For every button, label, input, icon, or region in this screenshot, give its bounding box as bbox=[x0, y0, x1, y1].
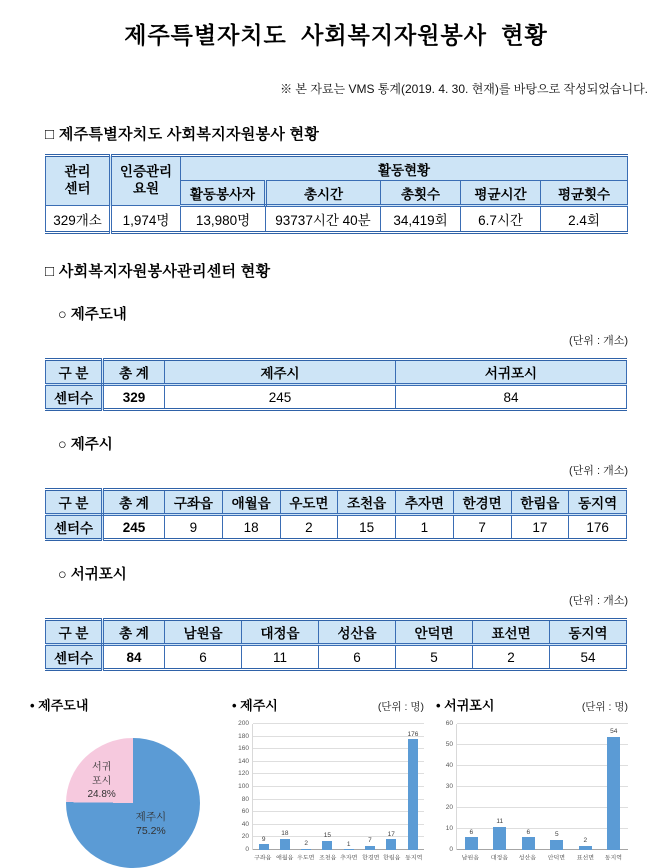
column-header: 조천읍 bbox=[338, 490, 396, 515]
column-header: 남원읍 bbox=[165, 620, 242, 645]
y-axis: 200 180 160 140 120 100 80 60 40 20 0 bbox=[238, 720, 249, 853]
pie bbox=[66, 738, 200, 868]
bar-value-label: 2 bbox=[304, 840, 308, 848]
bar-value-label: 6 bbox=[526, 828, 531, 836]
header-cert-agent-line2: 요원 bbox=[132, 181, 160, 196]
column-header: 성산읍 bbox=[319, 620, 396, 645]
seogwipo-chart-title: • 서귀포시 bbox=[436, 698, 495, 713]
category-labels bbox=[456, 853, 628, 863]
pie-slice-label bbox=[136, 810, 166, 838]
unit-label-jeju-city: (단위 : 개소) bbox=[569, 465, 628, 477]
header-cert-agent bbox=[111, 156, 181, 206]
bar bbox=[408, 739, 418, 850]
bar-value-label: 15 bbox=[323, 832, 332, 840]
bar-value-label: 7 bbox=[368, 837, 372, 845]
column-header: 동지역 bbox=[550, 620, 627, 645]
pie-label-line: 제주시 bbox=[135, 810, 167, 823]
table-row bbox=[46, 645, 627, 670]
row-label: 센터수 bbox=[46, 515, 103, 540]
column-header: 우도면 bbox=[280, 490, 338, 515]
column-header: 서귀포시 bbox=[396, 360, 627, 385]
header-mgmt-center-line1: 관리 bbox=[64, 164, 91, 180]
summary-data-row bbox=[46, 206, 628, 233]
jeju-island-table bbox=[45, 358, 627, 411]
column-header: 안덕면 bbox=[396, 620, 473, 645]
section-heading-summary: □ 제주특별자치도 사회복지자원봉사 현황 bbox=[45, 126, 320, 143]
column-header: 애월읍 bbox=[222, 490, 280, 515]
table-cell: 5 bbox=[396, 645, 473, 670]
charts-row bbox=[30, 695, 672, 868]
subheading-seogwipo: ○ 서귀포시 bbox=[58, 567, 127, 583]
table-cell: 17 bbox=[511, 515, 569, 540]
table-cell: 329 bbox=[103, 385, 165, 410]
table-cell: 6 bbox=[165, 645, 242, 670]
category-label: 동지역 bbox=[605, 855, 623, 862]
table-cell: 18 bbox=[222, 515, 280, 540]
unit-label-jeju-island: (단위 : 개소) bbox=[569, 335, 628, 347]
jeju-city-table bbox=[45, 488, 627, 541]
column-header: 구 분 bbox=[46, 620, 103, 645]
bar-value-label: 6 bbox=[469, 828, 474, 836]
table-cell: 245 bbox=[165, 385, 396, 410]
cell-volunteers: 13,980명 bbox=[181, 206, 266, 233]
category-label: 추자면 bbox=[340, 855, 358, 862]
row-label: 센터수 bbox=[46, 645, 103, 670]
pie-label-line: 24.8% bbox=[87, 789, 116, 801]
table-row bbox=[46, 385, 627, 410]
bar-slot bbox=[493, 724, 506, 850]
bar bbox=[301, 849, 311, 850]
table-cell: 9 bbox=[165, 515, 223, 540]
table-cell: 7 bbox=[453, 515, 511, 540]
y-axis: 60 50 40 30 20 10 0 bbox=[445, 720, 453, 853]
column-header: 표선면 bbox=[473, 620, 550, 645]
bar-value-label: 1 bbox=[346, 840, 351, 848]
table-row bbox=[46, 515, 627, 540]
column-header: 제주시 bbox=[165, 360, 396, 385]
jeju-city-bar-chart bbox=[232, 720, 424, 863]
bar-value-label: 5 bbox=[554, 831, 559, 838]
bar-slot bbox=[522, 724, 535, 850]
pie-slice-label bbox=[87, 761, 115, 802]
bar-chart-plot-area bbox=[436, 720, 628, 853]
pie-chart-block bbox=[30, 695, 220, 868]
y-axis-spacer bbox=[436, 853, 456, 863]
table-cell: 176 bbox=[569, 515, 627, 540]
plot-area bbox=[456, 724, 628, 850]
category-label: 안덕면 bbox=[547, 855, 565, 862]
column-header: 구좌읍 bbox=[165, 490, 223, 515]
bar-slot bbox=[322, 724, 332, 850]
bar-chart-plot-area bbox=[232, 720, 424, 853]
bar bbox=[280, 839, 290, 850]
bar bbox=[322, 841, 332, 850]
column-header: 한경면 bbox=[453, 490, 511, 515]
x-axis bbox=[232, 853, 424, 863]
jeju-city-chart-title: • 제주시 bbox=[232, 698, 278, 713]
category-label: 동지역 bbox=[404, 855, 422, 862]
summary-table bbox=[45, 154, 628, 234]
table-cell: 1 bbox=[396, 515, 454, 540]
bar bbox=[259, 844, 269, 850]
cell-centers: 329개소 bbox=[46, 206, 111, 233]
header-activity-status: 활동현황 bbox=[181, 156, 628, 181]
cell-avg-hours: 6.7시간 bbox=[461, 206, 541, 233]
column-header: 추자면 bbox=[396, 490, 454, 515]
bar-slot bbox=[465, 724, 478, 850]
bar-value-label: 2 bbox=[583, 837, 588, 845]
table-cell: 54 bbox=[550, 645, 627, 670]
cell-agents: 1,974명 bbox=[111, 206, 181, 233]
jeju-city-bar-chart-block bbox=[232, 695, 424, 863]
category-label: 성산읍 bbox=[519, 855, 537, 862]
bar-slot bbox=[579, 724, 592, 850]
cell-hours: 93737시간 40분 bbox=[266, 206, 381, 233]
pie-chart-title: • 제주도내 bbox=[30, 698, 89, 713]
cell-avg-count: 2.4회 bbox=[541, 206, 628, 233]
table-cell: 2 bbox=[280, 515, 338, 540]
bar bbox=[344, 849, 354, 850]
bar-slot bbox=[386, 724, 396, 850]
table-cell: 2 bbox=[473, 645, 550, 670]
column-header: 동지역 bbox=[569, 490, 627, 515]
bar bbox=[522, 837, 535, 850]
category-labels bbox=[252, 853, 424, 863]
bar-slot bbox=[550, 724, 563, 850]
category-label: 우도면 bbox=[297, 855, 315, 862]
column-header: 구 분 bbox=[46, 360, 103, 385]
subheading-jeju-city: ○ 제주시 bbox=[58, 437, 113, 453]
bar-slot bbox=[407, 724, 418, 850]
table-cell: 245 bbox=[103, 515, 165, 540]
bar-value-label: 9 bbox=[261, 835, 266, 843]
header-total-count: 총횟수 bbox=[381, 181, 461, 206]
section-heading-centers: □ 사회복지자원봉사관리센터 현황 bbox=[45, 263, 271, 280]
row-label: 센터수 bbox=[46, 385, 103, 410]
bar bbox=[465, 837, 478, 850]
header-avg-count: 평균횟수 bbox=[541, 181, 628, 206]
x-axis bbox=[436, 853, 628, 863]
seogwipo-table bbox=[45, 618, 627, 671]
category-label: 애월읍 bbox=[275, 855, 293, 862]
header-active-volunteers: 활동봉사자 bbox=[181, 181, 266, 206]
category-label: 한경면 bbox=[361, 855, 379, 862]
bars-row bbox=[253, 724, 424, 850]
column-header: 총 계 bbox=[103, 490, 165, 515]
column-header: 총 계 bbox=[103, 360, 165, 385]
bar-slot bbox=[607, 724, 620, 850]
bar-slot bbox=[259, 724, 269, 850]
bar bbox=[386, 839, 396, 850]
header-avg-hours: 평균시간 bbox=[461, 181, 541, 206]
category-label: 대정읍 bbox=[490, 855, 508, 862]
header-mgmt-center bbox=[46, 156, 111, 206]
bar bbox=[550, 840, 563, 851]
bar bbox=[607, 737, 620, 850]
source-note: ※ 본 자료는 VMS 통계(2019. 4. 30. 현재)를 바탕으로 작성되었습니다. bbox=[280, 82, 648, 96]
table-cell: 84 bbox=[103, 645, 165, 670]
bar-slot bbox=[365, 724, 375, 850]
bars-row bbox=[457, 724, 628, 850]
bar-value-label: 176 bbox=[407, 730, 419, 738]
table-cell: 6 bbox=[319, 645, 396, 670]
category-label: 남원읍 bbox=[461, 855, 479, 862]
bar bbox=[493, 827, 506, 850]
seogwipo-bar-chart-block bbox=[436, 695, 628, 863]
subheading-jeju-island: ○ 제주도내 bbox=[58, 307, 127, 323]
bar bbox=[365, 846, 375, 850]
column-header: 총 계 bbox=[103, 620, 165, 645]
bar bbox=[579, 846, 592, 850]
bar-value-label: 17 bbox=[387, 830, 395, 838]
category-label: 한림읍 bbox=[383, 855, 401, 862]
pie-label-line: 75.2% bbox=[136, 824, 166, 837]
column-header: 구 분 bbox=[46, 490, 103, 515]
bar-slot bbox=[280, 724, 290, 850]
category-label: 조천읍 bbox=[318, 855, 336, 862]
jeju-city-chart-unit: (단위 : 명) bbox=[377, 701, 424, 713]
header-total-hours: 총시간 bbox=[266, 181, 381, 206]
table-cell: 84 bbox=[396, 385, 627, 410]
bar-value-label: 18 bbox=[281, 830, 289, 838]
category-label: 구좌읍 bbox=[254, 855, 272, 862]
pie-chart bbox=[66, 738, 200, 868]
page-title: 제주특별자치도 사회복지자원봉사 현황 bbox=[124, 22, 548, 48]
header-cert-agent-line1: 인증관리 bbox=[119, 164, 173, 180]
y-axis-spacer bbox=[232, 853, 252, 863]
table-cell: 11 bbox=[242, 645, 319, 670]
unit-label-seogwipo: (단위 : 개소) bbox=[569, 595, 628, 607]
plot-area bbox=[252, 724, 424, 850]
bar-value-label: 11 bbox=[496, 818, 504, 826]
seogwipo-chart-unit: (단위 : 명) bbox=[581, 701, 628, 713]
header-mgmt-center-line2: 센터 bbox=[64, 181, 91, 196]
seogwipo-bar-chart bbox=[436, 720, 628, 863]
pie-label-line: 서귀 bbox=[91, 762, 112, 774]
cell-count: 34,419회 bbox=[381, 206, 461, 233]
column-header: 대정읍 bbox=[242, 620, 319, 645]
bar-value-label: 54 bbox=[610, 728, 618, 736]
category-label: 표선면 bbox=[576, 855, 594, 862]
bar-slot bbox=[344, 724, 354, 850]
pie-label-line: 포시 bbox=[91, 775, 112, 787]
bar-slot bbox=[301, 724, 311, 850]
table-cell: 15 bbox=[338, 515, 396, 540]
column-header: 한림읍 bbox=[511, 490, 569, 515]
